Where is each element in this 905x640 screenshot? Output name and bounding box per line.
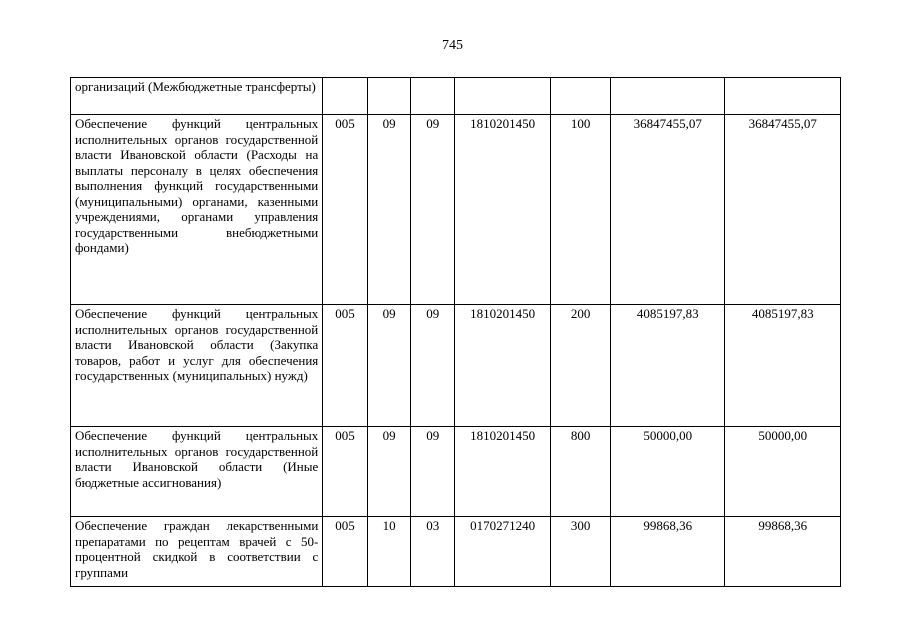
- expense-name-text: рецептам врачей с 50-процентной: [75, 533, 319, 564]
- amount-cell: 50000,00: [610, 427, 724, 517]
- expense-name-cell: [71, 517, 323, 587]
- expense-name-text: лекарственными препаратами по: [75, 518, 319, 549]
- expense-name-text: Обеспечение граждан: [75, 518, 210, 533]
- ministry-code-cell: [323, 78, 368, 115]
- amount-cell: 4085197,83: [610, 305, 724, 427]
- section-code-cell: 09: [367, 115, 411, 305]
- amount-cell: 99868,36: [610, 517, 724, 587]
- expense-name-cell: [71, 305, 323, 427]
- expense-name-text: исполнительных органов: [75, 131, 219, 147]
- expense-name-text: государственной власти Ивановской: [75, 443, 319, 474]
- ministry-code-cell: 005: [323, 517, 368, 587]
- expense-type-cell: 800: [551, 427, 611, 517]
- amount-cell-2: 50000,00: [725, 427, 841, 517]
- expense-name-text: Обеспечение функций центральных: [75, 116, 319, 131]
- expense-name-text: государственными: [215, 178, 319, 193]
- amount-cell: [610, 78, 724, 115]
- budget-table-body: [71, 78, 841, 587]
- expense-name-text: области (Закупка товаров, работ: [75, 337, 319, 368]
- expense-name-text: ассигнования): [142, 474, 222, 490]
- subsection-code-cell: 09: [411, 115, 455, 305]
- section-code-cell: 09: [367, 427, 411, 517]
- table-row: [71, 305, 841, 427]
- target-code-cell: 0170271240: [454, 517, 550, 587]
- expense-name-text: исполнительных органов: [75, 443, 219, 459]
- expense-name-text: и услуг для обеспечения: [168, 352, 319, 368]
- expense-name-text: области (Расходы на выплаты: [75, 147, 319, 178]
- section-code-cell: [367, 78, 411, 115]
- expense-name-text: скидкой в соответствии с группами: [75, 549, 319, 580]
- amount-cell-2: 36847455,07: [725, 115, 841, 305]
- expense-name-text: нужд): [274, 368, 308, 383]
- expense-name-cell: [71, 427, 323, 517]
- amount-cell: 36847455,07: [610, 115, 724, 305]
- expense-name-cell: [71, 78, 323, 115]
- expense-name-text: выполнения функций: [75, 178, 204, 193]
- amount-cell-2: 4085197,83: [725, 305, 841, 427]
- expense-name-text: области (Иные бюджетные: [75, 459, 319, 490]
- table-row: [71, 427, 841, 517]
- ministry-code-cell: 005: [323, 305, 368, 427]
- section-code-cell: 09: [367, 305, 411, 427]
- subsection-code-cell: 09: [411, 305, 455, 427]
- table-row: [71, 115, 841, 305]
- table-row: [71, 517, 841, 587]
- page-number: 745: [442, 38, 463, 53]
- expense-name-text: казенными учреждениями, органами: [75, 193, 319, 224]
- expense-name-text: персоналу в целях обеспечения: [130, 162, 319, 178]
- expense-type-cell: 200: [551, 305, 611, 427]
- subsection-code-cell: 03: [411, 517, 455, 587]
- expense-name-text: трансферты): [245, 79, 316, 94]
- expense-name-text: организаций (Межбюджетные: [75, 79, 243, 94]
- subsection-code-cell: [411, 78, 455, 115]
- ministry-code-cell: 005: [323, 427, 368, 517]
- expense-type-cell: 100: [551, 115, 611, 305]
- subsection-code-cell: 09: [411, 427, 455, 517]
- expense-name-text: Обеспечение функций центральных: [75, 306, 319, 321]
- ministry-code-cell: 005: [323, 115, 368, 305]
- expense-type-cell: 300: [551, 517, 611, 587]
- table-row: [71, 78, 841, 115]
- amount-cell-2: 99868,36: [725, 517, 841, 587]
- expense-name-text: внебюджетными фондами): [75, 224, 319, 255]
- expense-name-text: Обеспечение функций центральных: [75, 428, 319, 443]
- expense-name-text: государственных (муниципальных): [75, 368, 272, 383]
- target-code-cell: [454, 78, 550, 115]
- expense-type-cell: [551, 78, 611, 115]
- expense-name-cell: [71, 115, 323, 305]
- expense-name-text: исполнительных органов: [75, 321, 219, 337]
- target-code-cell: 1810201450: [454, 427, 550, 517]
- amount-cell-2: [725, 78, 841, 115]
- expense-name-text: государственной власти Ивановской: [75, 131, 319, 162]
- section-code-cell: 10: [367, 517, 411, 587]
- expense-name-text: управления государственными: [75, 209, 319, 240]
- target-code-cell: 1810201450: [454, 115, 550, 305]
- target-code-cell: 1810201450: [454, 305, 550, 427]
- expense-name-text: государственной власти Ивановской: [75, 321, 319, 352]
- budget-table: [70, 77, 841, 587]
- expense-name-text: (муниципальными) органами,: [75, 193, 248, 209]
